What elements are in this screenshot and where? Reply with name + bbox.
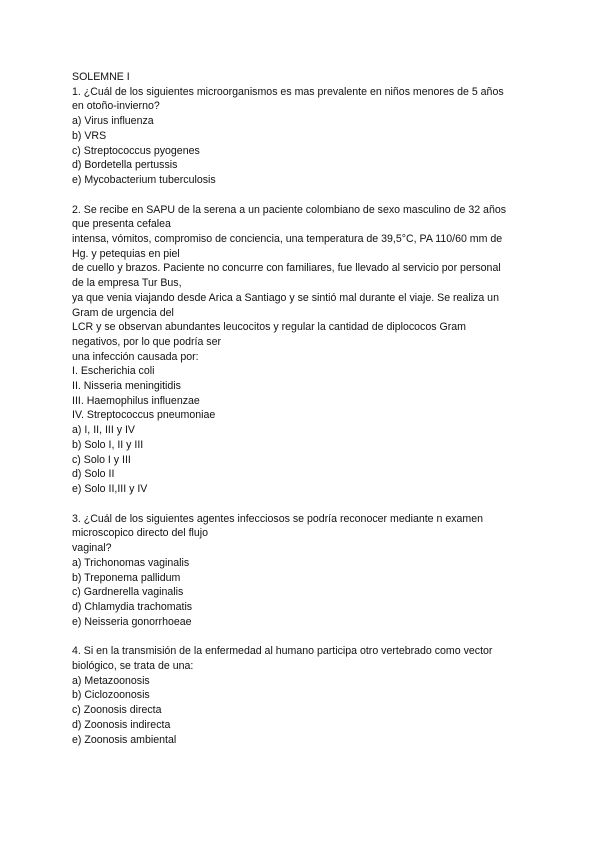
answer-option: c) Streptococcus pyogenes — [72, 144, 200, 157]
question-statement: IV. Streptococcus pneumoniae — [72, 409, 216, 422]
answer-option: a) Virus influenza — [72, 115, 154, 128]
question-4 — [72, 644, 532, 747]
question-stem-line: una infección causada por: — [72, 350, 199, 363]
question-3 — [72, 512, 532, 630]
question-stem-line: 2. Se recibe en SAPU de la serena a un paciente colombiano de sexo masculino de 32 años — [72, 203, 507, 216]
question-1 — [72, 85, 532, 188]
spacer — [72, 629, 532, 644]
question-stem-line: Gram de urgencia del — [72, 306, 174, 319]
question-stem-line: de la empresa Tur Bus, — [72, 277, 182, 290]
answer-option: b) Treponema pallidum — [72, 571, 181, 584]
question-stem-line: 3. ¿Cuál de los siguientes agentes infecciosos se podría reconocer mediante n examen — [72, 512, 484, 525]
question-stem-line: microscopico directo del flujo — [72, 527, 209, 540]
exam-title: SOLEMNE I — [72, 71, 130, 83]
answer-option: d) Chlamydia trachomatis — [72, 600, 193, 613]
question-stem-line: LCR y se observan abundantes leucocitos y regular la cantidad de diplococos Gram — [72, 321, 466, 334]
answer-option: c) Solo I y III — [72, 453, 131, 466]
question-statement: II. Nisseria meningitidis — [72, 380, 181, 393]
answer-option: a) Trichonomas vaginalis — [72, 556, 190, 569]
answer-option: d) Bordetella pertussis — [72, 159, 178, 172]
spacer — [72, 497, 532, 512]
question-2 — [72, 203, 532, 497]
answer-option: c) Zoonosis directa — [72, 704, 162, 717]
answer-option: a) I, II, III y IV — [72, 424, 135, 437]
question-stem-line: Hg. y petequias en piel — [72, 247, 180, 260]
answer-option: d) Solo II — [72, 468, 115, 481]
question-stem-line: en otoño-invierno? — [72, 100, 160, 113]
answer-option: e) Solo II,III y IV — [72, 482, 148, 495]
answer-option: b) VRS — [72, 129, 107, 142]
question-stem-line: de cuello y brazos. Paciente no concurre con familiares, fue llevado al servicio por personal — [72, 262, 501, 275]
question-stem-line: 1. ¿Cuál de los siguientes microorganismos es mas prevalente en niños menores de 5 años — [72, 85, 504, 98]
question-statement: III. Haemophilus influenzae — [72, 394, 200, 407]
answer-option: b) Ciclozoonosis — [72, 689, 150, 702]
question-stem-line: vaginal? — [72, 542, 112, 555]
answer-option: e) Zoonosis ambiental — [72, 733, 177, 746]
question-stem-line: que presenta cefalea — [72, 218, 171, 231]
question-stem-line: ya que venia viajando desde Arica a Santiago y se sintió mal durante el viaje. Se realiza un — [72, 291, 499, 304]
answer-option: d) Zoonosis indirecta — [72, 718, 171, 731]
answer-option: a) Metazoonosis — [72, 674, 150, 687]
question-stem-line: biológico, se trata de una: — [72, 660, 194, 673]
spacer — [72, 188, 532, 203]
question-stem-line: negativos, por lo que podría ser — [72, 335, 221, 348]
exam-page — [72, 70, 532, 747]
answer-option: c) Gardnerella vaginalis — [72, 586, 184, 599]
answer-option: b) Solo I, II y III — [72, 438, 144, 451]
question-stem-line: intensa, vómitos, compromiso de conciencia, una temperatura de 39,5°C, PA 110/60 mm de — [72, 233, 503, 246]
answer-option: e) Neisseria gonorrhoeae — [72, 615, 192, 628]
question-statement: I. Escherichia coli — [72, 365, 155, 378]
answer-option: e) Mycobacterium tuberculosis — [72, 173, 216, 186]
question-stem-line: 4. Si en la transmisión de la enfermedad al humano participa otro vertebrado como vector — [72, 645, 493, 658]
